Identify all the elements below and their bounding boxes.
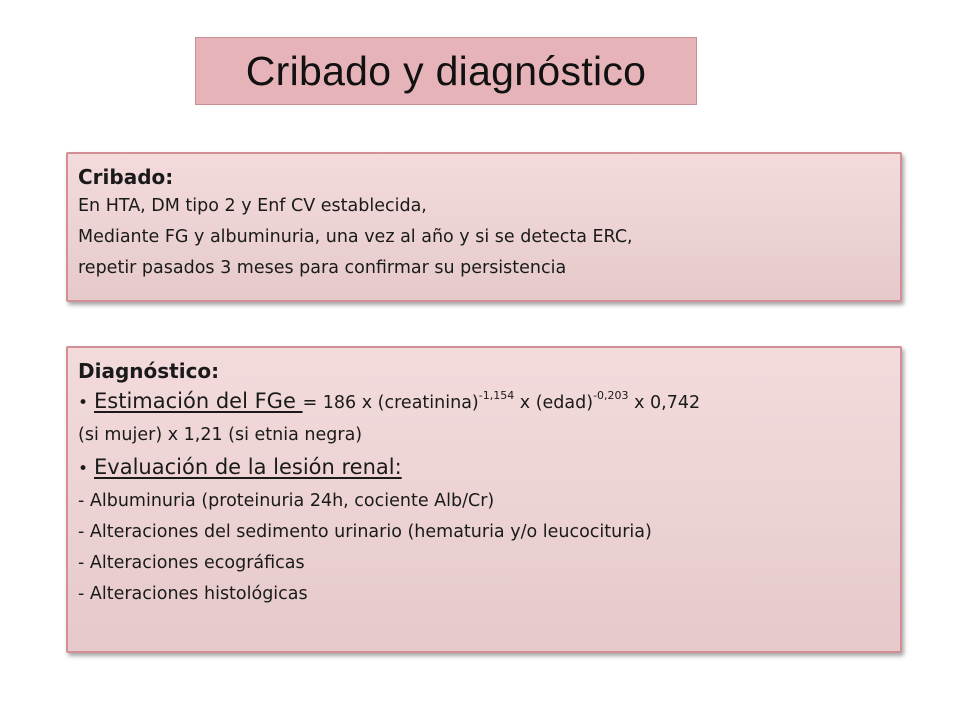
diagnostico-item: - Alteraciones ecográficas <box>78 553 305 573</box>
fge-label: Estimación del FGe <box>94 389 303 413</box>
bullet-icon: • <box>78 393 89 413</box>
diagnostico-item: - Alteraciones histológicas <box>78 584 308 604</box>
cribado-heading: Cribado: <box>78 165 174 189</box>
fge-line <box>78 385 890 420</box>
fge-formula-part3: x 0,742 <box>628 393 701 413</box>
fge-formula-part1: = 186 x (creatinina) <box>302 393 479 413</box>
bullet-icon: • <box>78 459 89 479</box>
cribado-line: Mediante FG y albuminuria, una vez al año y si se detecta ERC, <box>78 227 633 247</box>
fge-exponent-1: -1,154 <box>478 389 515 403</box>
page-title: Cribado y diagnóstico <box>245 47 647 94</box>
diagnostico-heading: Diagnóstico: <box>78 359 220 383</box>
diagnostico-item: - Albuminuria (proteinuria 24h, cociente Alb/Cr) <box>78 491 495 511</box>
cribado-panel <box>66 152 902 302</box>
diagnostico-item: - Alteraciones del sedimento urinario (hematuria y/o leucocituria) <box>78 522 652 542</box>
fge-formula-part2: x (edad) <box>514 393 594 413</box>
lesion-line <box>78 451 890 486</box>
fge-continuation: (si mujer) x 1,21 (si etnia negra) <box>78 425 363 445</box>
diagnostico-panel <box>66 346 902 653</box>
lesion-label: Evaluación de la lesión renal: <box>94 455 402 479</box>
cribado-line: repetir pasados 3 meses para confirmar su persistencia <box>78 258 567 278</box>
cribado-line: En HTA, DM tipo 2 y Enf CV establecida, <box>78 196 427 216</box>
title-box <box>195 37 697 105</box>
fge-exponent-2: -0,203 <box>593 389 629 403</box>
